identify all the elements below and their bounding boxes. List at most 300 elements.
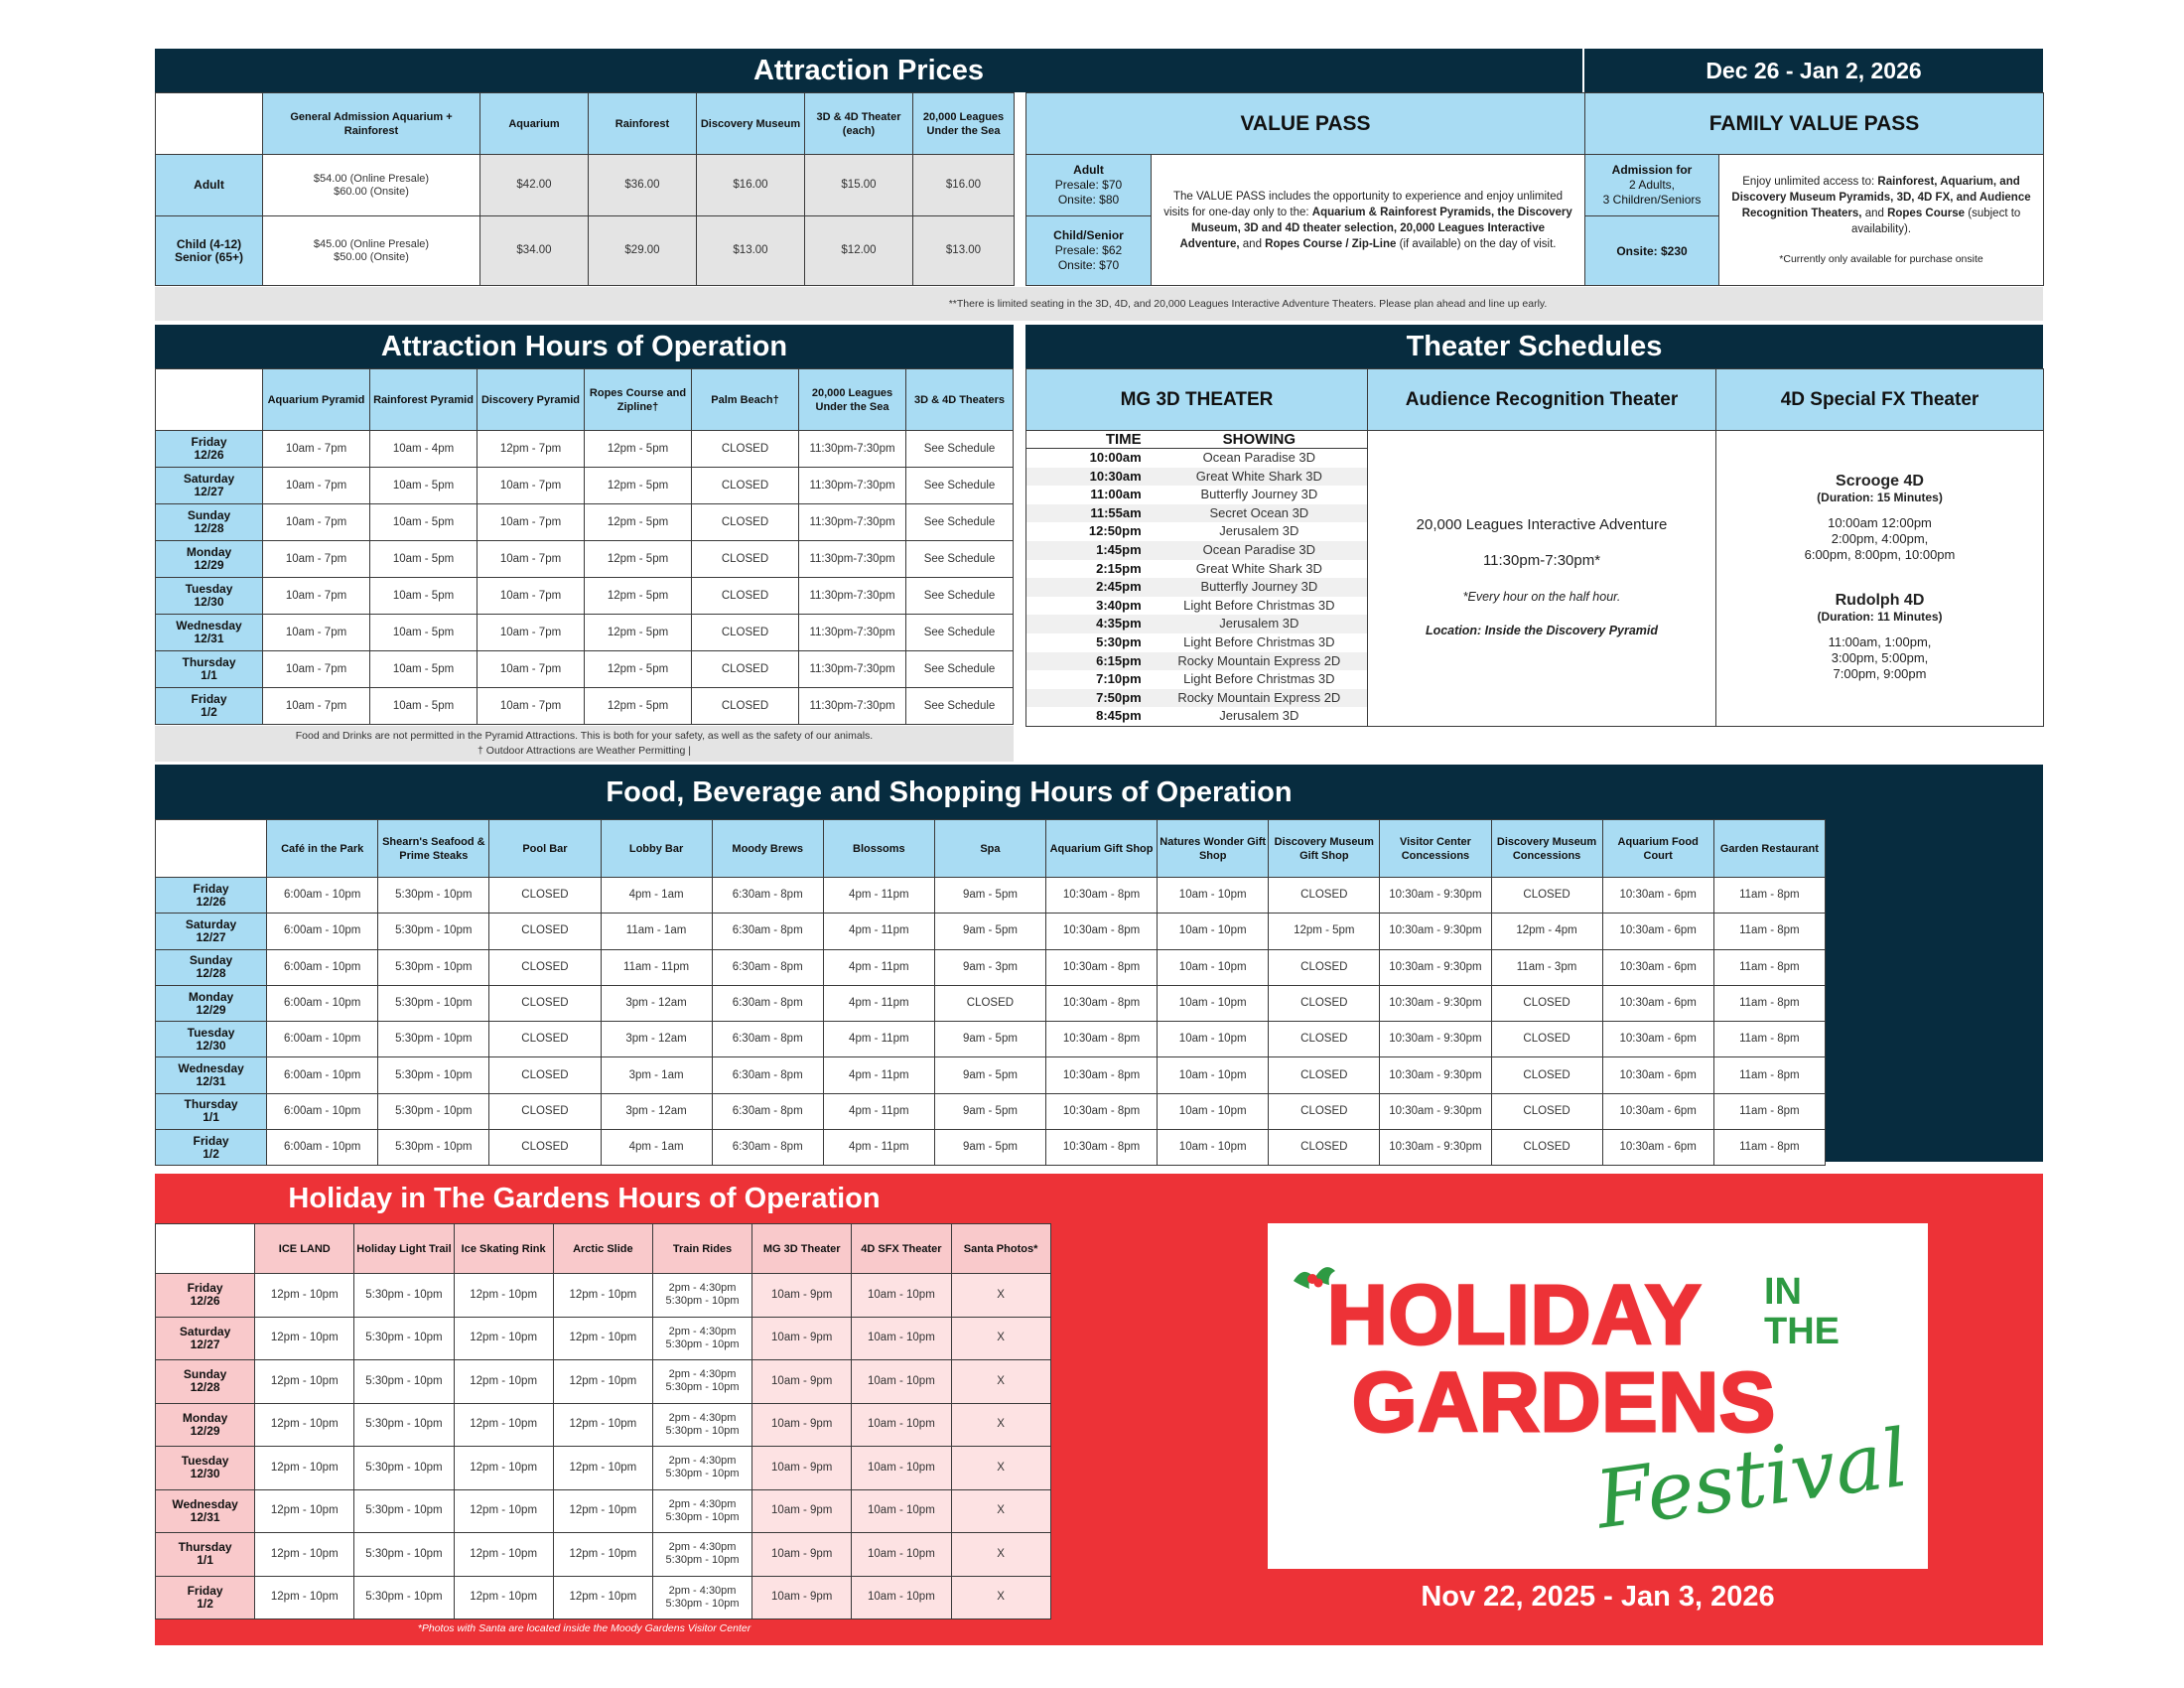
- ar-title: Audience Recognition Theater: [1368, 369, 1716, 431]
- attraction-hours-cell: CLOSED: [692, 651, 799, 688]
- attraction-hours-cell: 12pm - 5pm: [585, 504, 692, 541]
- vp-desc-text: and: [1239, 237, 1266, 250]
- attraction-header: Palm Beach†: [692, 369, 799, 431]
- holiday-row: [156, 1576, 1151, 1619]
- food-hours-cell: 4pm - 11pm: [823, 1057, 934, 1093]
- day-date: 12/29: [194, 558, 224, 572]
- schedule-time: 11:00am: [1090, 487, 1142, 502]
- family-pass-table: [1584, 92, 2044, 286]
- day-name: Tuesday: [185, 582, 233, 596]
- attraction-hours-cell: 10am - 5pm: [370, 541, 478, 578]
- prices-table: [155, 92, 1015, 286]
- holiday-dates-text: Nov 22, 2025 - Jan 3, 2026: [1421, 1580, 1775, 1613]
- day-date: 12/31: [190, 1509, 220, 1524]
- food-header: Aquarium Food Court: [1602, 820, 1713, 878]
- food-hours-cell: 10:30am - 9:30pm: [1380, 985, 1491, 1021]
- food-hours-cell: 12pm - 5pm: [1269, 914, 1380, 949]
- spacer-cell: [1050, 1447, 1150, 1490]
- value-pass-child: [1026, 216, 1152, 286]
- schedule-row: [1026, 670, 1367, 689]
- schedule-time: 10:00am: [1089, 450, 1142, 465]
- schedule-row: [1026, 449, 1367, 468]
- schedule-show: Jerusalem 3D: [1219, 616, 1299, 632]
- food-hours-cell: 10:30am - 8pm: [1046, 1022, 1158, 1057]
- attraction-hours-cell: CLOSED: [692, 504, 799, 541]
- schedule-time: 4:35pm: [1096, 616, 1142, 632]
- holiday-hours-cell: 2pm - 4:30pm 5:30pm - 10pm: [652, 1317, 751, 1360]
- holiday-hours-cell: 10am - 10pm: [852, 1576, 951, 1619]
- food-hours-cell: CLOSED: [1491, 1093, 1602, 1129]
- attraction-hours-cell: 11:30pm-7:30pm: [799, 615, 906, 651]
- attraction-hours-cell: 10am - 7pm: [263, 688, 370, 725]
- food-hours-cell: CLOSED: [1491, 1057, 1602, 1093]
- holiday-hours-cell: 12pm - 10pm: [255, 1317, 354, 1360]
- price-row-label: Adult: [156, 155, 263, 216]
- food-hours-cell: 5:30pm - 10pm: [378, 1130, 489, 1166]
- holiday-hours-cell: 10am - 9pm: [752, 1317, 852, 1360]
- day-name: Wednesday: [176, 619, 242, 633]
- holiday-header: Ice Skating Rink: [454, 1224, 553, 1274]
- attraction-row: [156, 431, 1014, 468]
- prices-banner: [155, 49, 1582, 92]
- price-cell: $36.00: [589, 155, 697, 216]
- food-hours-cell: CLOSED: [1269, 1130, 1380, 1166]
- day-label: [156, 651, 263, 688]
- day-date: 1/2: [197, 1596, 213, 1611]
- attraction-header: 20,000 Leagues Under the Sea: [799, 369, 906, 431]
- schedule-show: Light Before Christmas 3D: [1183, 633, 1335, 649]
- food-hours-cell: 10:30am - 8pm: [1046, 1130, 1158, 1166]
- food-hours-cell: 9am - 5pm: [934, 1130, 1045, 1166]
- schedule-row: [1026, 468, 1367, 487]
- holiday-hours-cell: 12pm - 10pm: [553, 1274, 652, 1318]
- value-pass-adult: [1026, 155, 1152, 216]
- price-cell: $16.00: [913, 155, 1015, 216]
- spacer-cell: [1050, 1533, 1150, 1577]
- value-pass-table: [1025, 92, 1585, 286]
- outdoor-note: † Outdoor Attractions are Weather Permitting |: [478, 745, 691, 757]
- holiday-hours-cell: 12pm - 10pm: [553, 1489, 652, 1533]
- schedule-show: Rocky Mountain Express 2D: [1177, 652, 1341, 668]
- holiday-row: [156, 1533, 1151, 1577]
- food-row: [156, 1057, 1826, 1093]
- day-name: Tuesday: [181, 1454, 229, 1469]
- price-header: 20,000 Leagues Under the Sea: [913, 93, 1015, 155]
- price-cell: $34.00: [480, 216, 589, 286]
- food-hours-cell: CLOSED: [1491, 985, 1602, 1021]
- vp-desc-text: The VALUE PASS includes the opportunity to experience and enjoy unlimited visits for one-day only to the:: [1163, 190, 1564, 218]
- attraction-hours-cell: See Schedule: [906, 578, 1014, 615]
- attraction-hours-cell: 10am - 7pm: [263, 431, 370, 468]
- food-hours-cell: 11am - 8pm: [1713, 1130, 1825, 1166]
- food-hours-cell: 10:30am - 8pm: [1046, 985, 1158, 1021]
- fx2-times: 11:00am, 1:00pm, 3:00pm, 5:00pm, 7:00pm, 9:00pm: [1828, 634, 1932, 682]
- holiday-hours-cell: 2pm - 4:30pm 5:30pm - 10pm: [652, 1576, 751, 1619]
- holiday-hours-cell: 12pm - 10pm: [255, 1576, 354, 1619]
- showing-header: SHOWING: [1222, 431, 1296, 448]
- day-label: [156, 578, 263, 615]
- food-header: Garden Restaurant: [1713, 820, 1825, 878]
- day-name: Monday: [188, 989, 234, 1004]
- food-hours-cell: 11am - 8pm: [1713, 878, 1825, 914]
- price-header: 3D & 4D Theater (each): [805, 93, 913, 155]
- attraction-hours-cell: CLOSED: [692, 541, 799, 578]
- holiday-header: Holiday Light Trail: [354, 1224, 454, 1274]
- holiday-hours-cell: 12pm - 10pm: [454, 1447, 553, 1490]
- holiday-row: [156, 1489, 1151, 1533]
- vp-desc-bold: Ropes Course / Zip-Line: [1265, 237, 1397, 250]
- food-hours-cell: 11am - 8pm: [1713, 1022, 1825, 1057]
- attraction-hours-cell: 11:30pm-7:30pm: [799, 578, 906, 615]
- holiday-dates: [1268, 1577, 1928, 1617]
- day-label: [156, 504, 263, 541]
- food-hours-cell: 10am - 10pm: [1158, 1057, 1269, 1093]
- spacer-cell: [1050, 1317, 1150, 1360]
- day-date: 12/26: [196, 894, 226, 909]
- schedule-show: Ocean Paradise 3D: [1202, 541, 1316, 557]
- attraction-hours-cell: 12pm - 5pm: [585, 651, 692, 688]
- food-hours-cell: 10am - 10pm: [1158, 1022, 1269, 1057]
- day-date: 12/28: [196, 966, 226, 981]
- value-pass-title: VALUE PASS: [1026, 93, 1585, 155]
- day-name: Wednesday: [172, 1496, 238, 1511]
- schedule-show: Butterfly Journey 3D: [1200, 487, 1318, 502]
- attraction-hours-cell: 11:30pm-7:30pm: [799, 541, 906, 578]
- food-drink-note: Food and Drinks are not permitted in the Pyramid Attractions. This is both for your safety, as well as the safety of our animals.: [295, 730, 874, 742]
- attraction-hours-cell: 10am - 7pm: [478, 541, 585, 578]
- holiday-hours-cell: 5:30pm - 10pm: [354, 1403, 454, 1447]
- holiday-hours-cell: 5:30pm - 10pm: [354, 1533, 454, 1577]
- holiday-header-row: [156, 1224, 1151, 1274]
- food-row: [156, 949, 1826, 985]
- schedule-row: [1026, 578, 1367, 597]
- holiday-hours-cell: 10am - 9pm: [752, 1489, 852, 1533]
- food-table: [155, 819, 1826, 1166]
- blank-cell: [156, 369, 263, 431]
- spacer-cell: [1050, 1489, 1150, 1533]
- food-hours-cell: 6:00am - 10pm: [267, 985, 378, 1021]
- food-hours-cell: 9am - 5pm: [934, 1093, 1045, 1129]
- food-hours-cell: 9am - 5pm: [934, 878, 1045, 914]
- holiday-hours-cell: 10am - 9pm: [752, 1360, 852, 1404]
- food-hours-cell: CLOSED: [1491, 1022, 1602, 1057]
- food-hours-cell: 12pm - 4pm: [1491, 914, 1602, 949]
- day-name: Monday: [182, 1410, 228, 1425]
- food-hours-cell: 6:00am - 10pm: [267, 949, 378, 985]
- day-label: [156, 1274, 255, 1318]
- attraction-hours-cell: 10am - 7pm: [263, 541, 370, 578]
- schedule-header: [1026, 431, 1367, 449]
- day-label: [156, 1360, 255, 1404]
- attraction-hours-cell: CLOSED: [692, 468, 799, 504]
- spacer-cell: [1050, 1274, 1150, 1318]
- food-hours-cell: 11am - 1am: [601, 914, 712, 949]
- day-name: Thursday: [184, 1097, 238, 1112]
- food-hours-cell: 10:30am - 9:30pm: [1380, 914, 1491, 949]
- family-pass-onsite: [1585, 216, 1719, 286]
- food-hours-cell: 4pm - 11pm: [823, 1130, 934, 1166]
- price-cell: $15.00: [805, 155, 913, 216]
- attractions-table: [155, 368, 1014, 725]
- holiday-hours-cell: 2pm - 4:30pm 5:30pm - 10pm: [652, 1489, 751, 1533]
- food-hours-cell: 10am - 10pm: [1158, 914, 1269, 949]
- food-hours-cell: CLOSED: [1269, 1022, 1380, 1057]
- holiday-hours-cell: 12pm - 10pm: [255, 1274, 354, 1318]
- blank-cell: [156, 93, 263, 155]
- food-hours-cell: 10:30am - 8pm: [1046, 1093, 1158, 1129]
- mg3d-title: MG 3D THEATER: [1026, 369, 1368, 431]
- holiday-hours-cell: 12pm - 10pm: [553, 1403, 652, 1447]
- fx2-name: Rudolph 4D: [1835, 592, 1925, 610]
- holiday-hours-cell: 2pm - 4:30pm 5:30pm - 10pm: [652, 1360, 751, 1404]
- day-date: 12/28: [194, 521, 224, 535]
- food-hours-cell: 5:30pm - 10pm: [378, 949, 489, 985]
- holiday-header: Santa Photos*: [951, 1224, 1050, 1274]
- holiday-hours-cell: 12pm - 10pm: [454, 1489, 553, 1533]
- holiday-hours-cell: 2pm - 4:30pm 5:30pm - 10pm: [652, 1274, 751, 1318]
- price-cell: $16.00: [697, 155, 805, 216]
- schedule-row: [1026, 541, 1367, 560]
- attraction-hours-cell: 12pm - 5pm: [585, 431, 692, 468]
- schedule-time: 5:30pm: [1096, 633, 1142, 649]
- food-hours-cell: 3pm - 12am: [601, 985, 712, 1021]
- day-name: Saturday: [179, 1324, 231, 1338]
- food-row: [156, 1022, 1826, 1057]
- holiday-logo-box: [1268, 1223, 1928, 1569]
- food-hours-cell: 9am - 5pm: [934, 914, 1045, 949]
- fp-desc-bold: Ropes Course: [1887, 207, 1966, 219]
- schedule-row: [1026, 689, 1367, 708]
- attraction-row: [156, 578, 1014, 615]
- attraction-row: [156, 688, 1014, 725]
- schedule-time: 3:40pm: [1096, 597, 1142, 613]
- schedule-list: [1026, 449, 1367, 726]
- price-row-child: [156, 216, 1015, 286]
- fx-title: 4D Special FX Theater: [1716, 369, 2044, 431]
- food-hours-cell: 10:30am - 6pm: [1602, 1057, 1713, 1093]
- food-hours-cell: 10:30am - 9:30pm: [1380, 1022, 1491, 1057]
- attraction-header: 3D & 4D Theaters: [906, 369, 1014, 431]
- attraction-hours-cell: 10am - 4pm: [370, 431, 478, 468]
- holiday-row: [156, 1360, 1151, 1404]
- blank-cell: [156, 820, 267, 878]
- food-header: Visitor Center Concessions: [1380, 820, 1491, 878]
- holiday-hours-cell: 12pm - 10pm: [454, 1360, 553, 1404]
- food-row: [156, 1093, 1826, 1129]
- attraction-hours-cell: 12pm - 5pm: [585, 615, 692, 651]
- day-label: [156, 1317, 255, 1360]
- attraction-hours-cell: 10am - 5pm: [370, 615, 478, 651]
- theater-banner: [1025, 325, 2043, 368]
- day-date: 1/1: [203, 1110, 219, 1125]
- attraction-row: [156, 651, 1014, 688]
- schedule-time: 2:45pm: [1096, 579, 1142, 595]
- day-name: Wednesday: [178, 1061, 244, 1076]
- attractions-notes: [155, 726, 1014, 762]
- food-hours-cell: CLOSED: [489, 985, 601, 1021]
- attraction-hours-cell: 11:30pm-7:30pm: [799, 431, 906, 468]
- holiday-hours-cell: 10am - 9pm: [752, 1576, 852, 1619]
- holiday-hours-cell: 2pm - 4:30pm 5:30pm - 10pm: [652, 1403, 751, 1447]
- food-hours-cell: CLOSED: [1269, 1093, 1380, 1129]
- food-hours-cell: 10am - 10pm: [1158, 985, 1269, 1021]
- schedule-show: Light Before Christmas 3D: [1183, 671, 1335, 687]
- day-date: 12/30: [196, 1038, 226, 1053]
- food-hours-cell: 6:30am - 8pm: [712, 985, 823, 1021]
- holiday-hours-cell: 12pm - 10pm: [454, 1317, 553, 1360]
- holiday-hours-cell: 10am - 9pm: [752, 1533, 852, 1577]
- food-header: Lobby Bar: [601, 820, 712, 878]
- food-hours-cell: 10:30am - 8pm: [1046, 949, 1158, 985]
- food-hours-cell: CLOSED: [1491, 878, 1602, 914]
- food-hours-cell: 4pm - 11pm: [823, 985, 934, 1021]
- holiday-hours-cell: 5:30pm - 10pm: [354, 1447, 454, 1490]
- holiday-row: [156, 1403, 1151, 1447]
- attraction-hours-cell: See Schedule: [906, 651, 1014, 688]
- ar-location: Location: Inside the Discovery Pyramid: [1425, 624, 1659, 638]
- vp-adult-onsite: Onsite: $80: [1057, 193, 1120, 207]
- food-hours-cell: 6:30am - 8pm: [712, 949, 823, 985]
- food-hours-cell: 10am - 10pm: [1158, 949, 1269, 985]
- holiday-hours-cell: X: [951, 1360, 1050, 1404]
- food-hours-cell: 6:00am - 10pm: [267, 914, 378, 949]
- food-hours-cell: CLOSED: [1491, 1130, 1602, 1166]
- attractions-banner: [155, 325, 1014, 368]
- holiday-hours-cell: 5:30pm - 10pm: [354, 1360, 454, 1404]
- vp-child-presale: Presale: $62: [1054, 243, 1123, 257]
- food-header-row: [156, 820, 1826, 878]
- food-hours-cell: 10:30am - 8pm: [1046, 878, 1158, 914]
- value-pass-description: [1152, 155, 1585, 286]
- day-label: [156, 1403, 255, 1447]
- food-hours-cell: 10:30am - 6pm: [1602, 985, 1713, 1021]
- food-hours-cell: 5:30pm - 10pm: [378, 1093, 489, 1129]
- spacer-cell: [1050, 1360, 1150, 1404]
- attraction-hours-cell: See Schedule: [906, 504, 1014, 541]
- holiday-hours-cell: X: [951, 1274, 1050, 1318]
- schedule-row: [1026, 560, 1367, 579]
- attraction-hours-cell: See Schedule: [906, 541, 1014, 578]
- day-label: [156, 1489, 255, 1533]
- food-hours-cell: 10:30am - 9:30pm: [1380, 1057, 1491, 1093]
- day-date: 1/1: [197, 1553, 213, 1568]
- spacer-cell: [1050, 1403, 1150, 1447]
- holiday-hours-cell: 12pm - 10pm: [454, 1533, 553, 1577]
- schedule-show: Ocean Paradise 3D: [1202, 450, 1316, 465]
- day-label: [156, 878, 267, 914]
- attraction-hours-cell: 10am - 7pm: [478, 578, 585, 615]
- food-hours-cell: 10:30am - 6pm: [1602, 1022, 1713, 1057]
- food-hours-cell: 10:30am - 6pm: [1602, 1130, 1713, 1166]
- attraction-hours-cell: 10am - 5pm: [370, 578, 478, 615]
- holiday-hours-cell: 10am - 10pm: [852, 1533, 951, 1577]
- santa-note-text: *Photos with Santa are located inside the Moody Gardens Visitor Center: [417, 1622, 751, 1634]
- day-date: 12/26: [190, 1294, 220, 1309]
- food-hours-cell: 11am - 3pm: [1491, 949, 1602, 985]
- food-hours-cell: 5:30pm - 10pm: [378, 878, 489, 914]
- attraction-hours-cell: 12pm - 7pm: [478, 431, 585, 468]
- attraction-header: Rainforest Pyramid: [370, 369, 478, 431]
- day-name: Monday: [186, 545, 232, 559]
- attraction-hours-cell: 10am - 7pm: [478, 504, 585, 541]
- food-hours-cell: 5:30pm - 10pm: [378, 914, 489, 949]
- holiday-hours-cell: 10am - 9pm: [752, 1403, 852, 1447]
- schedule-show: Secret Ocean 3D: [1209, 504, 1309, 520]
- day-name: Friday: [191, 435, 227, 449]
- attraction-hours-cell: 11:30pm-7:30pm: [799, 504, 906, 541]
- price-header: Discovery Museum: [697, 93, 805, 155]
- food-header: Aquarium Gift Shop: [1046, 820, 1158, 878]
- schedule-time: 11:55am: [1090, 504, 1142, 520]
- price-row-adult: [156, 155, 1015, 216]
- schedule-show: Jerusalem 3D: [1219, 523, 1299, 539]
- schedule-show: Rocky Mountain Express 2D: [1177, 689, 1341, 705]
- time-header: TIME: [1105, 431, 1142, 448]
- attraction-hours-cell: 10am - 7pm: [263, 578, 370, 615]
- price-header: General Admission Aquarium + Rainforest: [263, 93, 480, 155]
- food-header: Blossoms: [823, 820, 934, 878]
- schedule-show: Great White Shark 3D: [1195, 560, 1322, 576]
- fp-adm-label: Admission for: [1611, 163, 1693, 177]
- food-hours-cell: 10:30am - 6pm: [1602, 949, 1713, 985]
- food-hours-cell: 6:30am - 8pm: [712, 1057, 823, 1093]
- holiday-hours-cell: 12pm - 10pm: [553, 1533, 652, 1577]
- attraction-hours-cell: 10am - 5pm: [370, 651, 478, 688]
- holiday-hours-cell: X: [951, 1403, 1050, 1447]
- vp-adult-presale: Presale: $70: [1054, 178, 1123, 192]
- holiday-hours-cell: 12pm - 10pm: [553, 1360, 652, 1404]
- day-label: [156, 949, 267, 985]
- attraction-hours-cell: See Schedule: [906, 431, 1014, 468]
- attraction-hours-cell: 12pm - 5pm: [585, 541, 692, 578]
- holiday-hours-cell: X: [951, 1576, 1050, 1619]
- price-cell: $45.00 (Online Presale) $50.00 (Onsite): [263, 216, 480, 286]
- holiday-hours-cell: 12pm - 10pm: [454, 1274, 553, 1318]
- food-hours-cell: 3pm - 1am: [601, 1057, 712, 1093]
- food-hours-cell: CLOSED: [489, 949, 601, 985]
- day-date: 12/31: [196, 1074, 226, 1089]
- day-label: [156, 1022, 267, 1057]
- holiday-hours-cell: 12pm - 10pm: [255, 1489, 354, 1533]
- attraction-hours-cell: 10am - 7pm: [263, 615, 370, 651]
- attraction-hours-cell: CLOSED: [692, 431, 799, 468]
- food-header: Discovery Museum Gift Shop: [1269, 820, 1380, 878]
- price-header: Aquarium: [480, 93, 589, 155]
- attraction-hours-cell: 11:30pm-7:30pm: [799, 468, 906, 504]
- day-name: Sunday: [187, 508, 231, 522]
- logo-gardens: GARDENS: [1352, 1355, 1777, 1449]
- attraction-hours-cell: 10am - 5pm: [370, 468, 478, 504]
- food-hours-cell: 5:30pm - 10pm: [378, 1057, 489, 1093]
- holiday-banner: [155, 1177, 1014, 1220]
- holiday-hours-cell: X: [951, 1447, 1050, 1490]
- schedule-row: [1026, 633, 1367, 652]
- attraction-hours-cell: 12pm - 5pm: [585, 468, 692, 504]
- day-date: 12/27: [190, 1336, 220, 1351]
- day-date: 12/29: [190, 1423, 220, 1438]
- food-header: Shearn's Seafood & Prime Steaks: [378, 820, 489, 878]
- food-hours-cell: 10am - 10pm: [1158, 1130, 1269, 1166]
- holiday-hours-cell: 5:30pm - 10pm: [354, 1317, 454, 1360]
- day-date: 12/30: [194, 595, 224, 609]
- holiday-hours-cell: 2pm - 4:30pm 5:30pm - 10pm: [652, 1533, 751, 1577]
- vp-child-label: Child/Senior: [1053, 228, 1124, 242]
- holiday-hours-cell: 10am - 9pm: [752, 1274, 852, 1318]
- food-hours-cell: 6:00am - 10pm: [267, 1130, 378, 1166]
- food-hours-cell: 10:30am - 6pm: [1602, 878, 1713, 914]
- holiday-hours-cell: 10am - 10pm: [852, 1317, 951, 1360]
- food-hours-cell: 3pm - 12am: [601, 1093, 712, 1129]
